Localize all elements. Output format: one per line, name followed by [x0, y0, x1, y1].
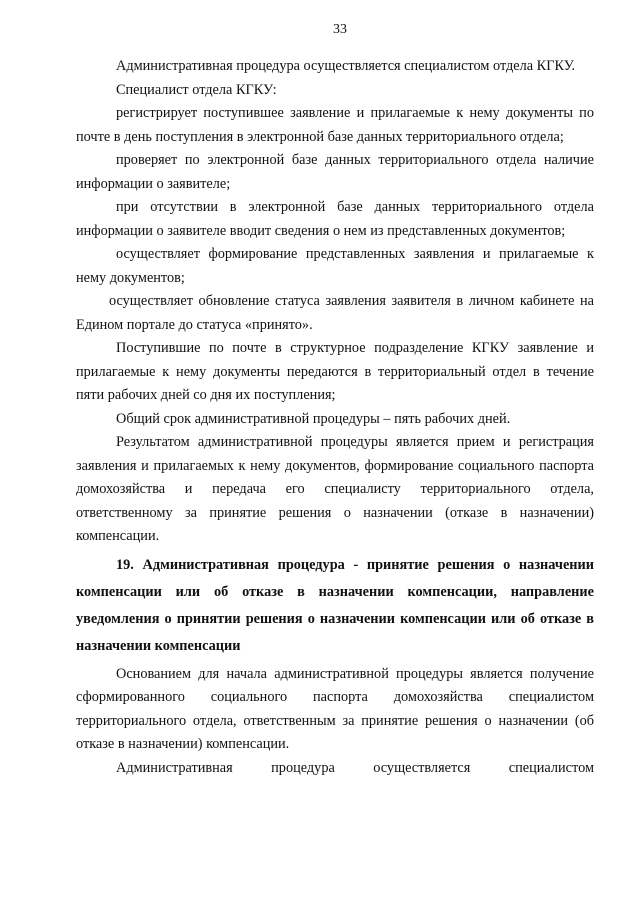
document-page — [76, 20, 594, 780]
paragraph-mail-transfer: Поступившие по почте в структурное подразделение КГКУ заявление и прилагаемые к нему документы передаются в территориальный отдел в течение пяти рабочих дней со дня их поступления; — [76, 340, 594, 403]
paragraph-basis: Основанием для начала административной процедуры является получение сформированного социального паспорта домохозяйства специалистом территориального отдела, ответственным за принятие решения о назначении (об отказе в назначении) компенсации. — [76, 665, 594, 752]
paragraph-result: Результатом административной процедуры является прием и регистрация заявления и прилагаемых к нему документов, формирование социального паспорта домохозяйства и передача его специалисту территориального отдела, ответственному за принятие решения о назначении (отказе в назначении) компенсации. — [76, 434, 594, 544]
paragraph-checks: проверяет по электронной базе данных территориального отдела наличие информации о заявителе; — [76, 152, 594, 192]
paragraph-specialist-heading: Специалист отдела КГКУ: — [116, 81, 277, 98]
section-heading-19: 19. Административная процедура - принятие решения о назначении компенсации или об отказе в назначении компенсации, направление уведомления о принятии решения о назначении компенсации или об отказе в назначении компенсации — [76, 556, 594, 654]
paragraph-enters-info: при отсутствии в электронной базе данных территориального отдела информации о заявителе вводит сведения о нем из представленных документов; — [76, 199, 594, 239]
paragraph-registers: регистрирует поступившее заявление и прилагаемые к нему документы по почте в день поступления в электронной базе данных территориального отдела; — [76, 105, 594, 145]
paragraph-forms-documents: осуществляет формирование представленных заявления и прилагаемые к нему документов; — [76, 246, 594, 286]
paragraph-procedure-performer: Административная процедура осуществляется специалистом отдела КГКУ. — [116, 58, 576, 74]
paragraph-updates-status: осуществляет обновление статуса заявления заявителя в личном кабинете на Едином портале до статуса «принято». — [76, 293, 594, 333]
paragraph-procedure-performer-2: Административная процедура осуществляется специалистом — [116, 759, 594, 776]
paragraph-total-term: Общий срок административной процедуры – пять рабочих дней. — [116, 410, 511, 427]
page-number: 33 — [333, 22, 347, 37]
